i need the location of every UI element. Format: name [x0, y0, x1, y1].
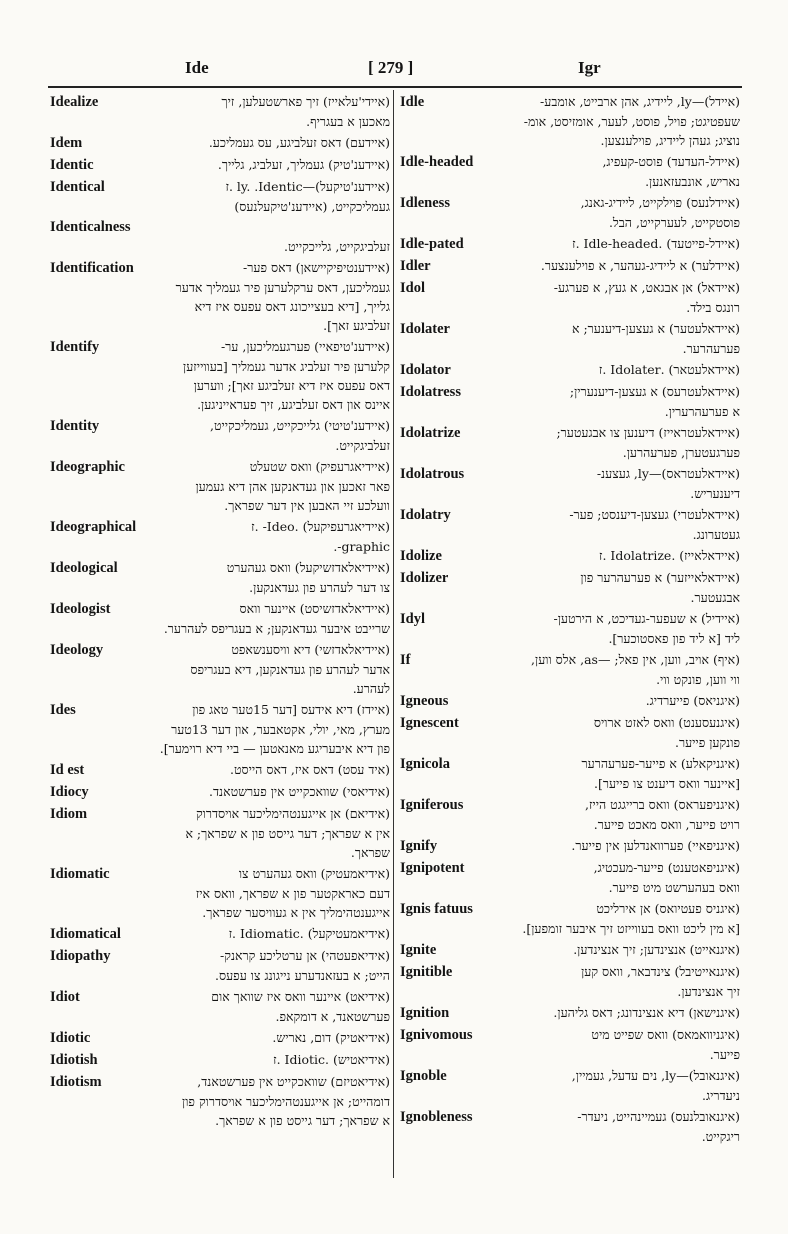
dictionary-entry [400, 754, 740, 793]
entry-continuation-line: דיענעריש. [690, 486, 740, 501]
entry-continuation-line: נוציג; געהן ליידיג, פוילענצען. [600, 133, 740, 148]
entry-definition: (איידל-פייטעד) .Idle-headed .ז [572, 236, 740, 251]
dictionary-entry [50, 258, 390, 335]
dictionary-entry [50, 599, 390, 638]
entry-first-line [50, 558, 390, 578]
entry-first-line [400, 609, 740, 629]
dictionary-entry [50, 987, 390, 1026]
entry-definition: (איידאלעטרי) געצען-דיענסט; פער- [569, 507, 740, 522]
entry-first-line [400, 650, 740, 670]
dictionary-entry [50, 946, 390, 985]
entry-continuation-line: הייט; א בעזאנדערע נייגונג צו עפעס. [215, 968, 390, 983]
dictionary-entry [50, 218, 390, 256]
entry-headword: Idleness [400, 195, 450, 211]
entry-first-line [50, 599, 390, 619]
dictionary-entry [50, 700, 390, 758]
entry-continuation-line: פונקען פייער. [674, 735, 740, 750]
dictionary-entry [50, 155, 390, 175]
entry-continuation-line: וועלכע זיי האבען אין דער שפראך. [224, 498, 390, 513]
entry-first-line [400, 360, 740, 380]
entry-continuation-line: פייער. [709, 1047, 740, 1062]
entry-first-line [400, 234, 740, 254]
entry-definition: (איידלנעס) פוילקייט, ליידיג-גאנג, [580, 195, 740, 210]
entry-headword: Idle [400, 94, 425, 110]
entry-headword: Idiotism [50, 1074, 102, 1090]
entry-definition: (איידאלעטראייז) דיענען צו אבגעטער; [556, 425, 740, 440]
entry-headword: Identity [50, 418, 100, 434]
entry-first-line [50, 640, 390, 660]
entry-continuation-line: פאר זאכען און געדאנקען אהן דיא געמען [195, 479, 390, 494]
entry-continuation-line: רונגס בילד. [686, 300, 740, 315]
entry-first-line [400, 546, 740, 566]
dictionary-entry [400, 940, 740, 960]
entry-definition: (איידיאלאדזשי) דיא וויסענשאפט [231, 642, 390, 657]
entry-continuation-line: איינס און דאס זעלביגע, זיך פעראייניגען. [197, 397, 390, 412]
entry-continuation-line: אייגענטהימליך אין א געוויסער שפראך. [202, 905, 390, 920]
entry-headword: Identicalness [50, 219, 131, 235]
dictionary-entry [400, 92, 740, 150]
entry-definition: (איידלער) א ליידיג-געהער, א פוילענצער. [540, 258, 740, 273]
dictionary-entry [50, 804, 390, 862]
entry-headword: Ignicola [400, 756, 450, 772]
entry-headword: Identical [50, 179, 105, 195]
entry-continuation-line: נאריש, אונבעזאנען. [645, 174, 740, 189]
entry-first-line [400, 423, 740, 443]
entry-definition: (איידאלעטער) א געצען-דיענער; א [571, 321, 740, 336]
entry-first-line [50, 177, 390, 197]
entry-continuation-line: זעלביגקייט, גלייכקייט. [284, 239, 390, 254]
entry-first-line [50, 1072, 390, 1092]
entry-first-line [50, 864, 390, 884]
entry-continuation-line: פערשטאנד, א דומקאפ. [275, 1009, 390, 1024]
entry-first-line [400, 278, 740, 298]
entry-headword: Idiopathy [50, 948, 111, 964]
entry-headword: Idiomatical [50, 926, 121, 942]
dictionary-entry [50, 1072, 390, 1130]
dictionary-entry [400, 1107, 740, 1146]
entry-definition: (אידיאם) אן אייגענטהימליכער אויסדרוק [195, 806, 390, 821]
entry-headword: Idiotic [50, 1030, 91, 1046]
entry-definition: (איגניפאיי) פערוואנדלען אין פייער. [571, 838, 740, 853]
entry-first-line [400, 713, 740, 733]
entry-first-line [400, 899, 740, 919]
entry-headword: Ignis fatuus [400, 901, 473, 917]
entry-first-line [400, 382, 740, 402]
entry-continuation-line: צו דער לעהרע פון געדאנקען. [249, 580, 390, 595]
entry-definition: (אידיאטיזם) שוואכקייט אין פערשטאנד, [197, 1074, 390, 1089]
dictionary-entry [400, 256, 740, 276]
entry-definition: (אידיאטיק) דום, נאריש. [272, 1030, 390, 1045]
entry-first-line [50, 416, 390, 436]
dictionary-entry [400, 1003, 740, 1023]
entry-first-line [50, 804, 390, 824]
dictionary-entry [400, 568, 740, 607]
entry-first-line [400, 568, 740, 588]
dictionary-entry [50, 133, 390, 153]
entry-continuation-line: פון דיא איבעריגע מאנאטען — ביי דיא רוימער]. [159, 741, 390, 756]
entry-continuation-line: א שפראך; דער גייסט פון א שפראך. [215, 1113, 390, 1128]
dictionary-entry [400, 836, 740, 856]
entry-first-line [400, 92, 740, 112]
entry-first-line [50, 1028, 390, 1048]
dictionary-entry [50, 1050, 390, 1070]
dictionary-entry [50, 92, 390, 131]
dictionary-entry [50, 337, 390, 414]
entry-first-line [400, 836, 740, 856]
entry-first-line [400, 319, 740, 339]
entry-first-line [400, 1003, 740, 1023]
dictionary-entry [400, 650, 740, 689]
dictionary-entry [400, 713, 740, 752]
entry-first-line [400, 464, 740, 484]
entry-headword: Ignivomous [400, 1027, 473, 1043]
entry-continuation-line: מאכען א בעגריף. [306, 114, 390, 129]
entry-definition: (איידאלעטאר) .Idolater .ז [598, 362, 740, 377]
dictionary-entry [50, 924, 390, 944]
entry-first-line [400, 505, 740, 525]
entry-first-line [50, 946, 390, 966]
entry-continuation-line: פוסטקייט, לעערקייט, הבל. [608, 215, 740, 230]
dictionary-entry [400, 505, 740, 544]
entry-headword: If [400, 652, 411, 668]
entry-definition: (אידיאטיש) .Idiotic .ז [273, 1052, 390, 1067]
entry-headword: Idolater [400, 321, 450, 337]
entry-headword: Ideographic [50, 459, 125, 475]
entry-first-line [50, 1050, 390, 1070]
entry-definition: (איידאלאייז) .Idolatrize .ז [598, 548, 740, 563]
dictionary-entry [50, 1028, 390, 1048]
entry-continuation-line: [א מין ליכט וואס בעווייזט זיך איבער זומפען]. [522, 921, 740, 936]
entry-first-line [400, 193, 740, 213]
dictionary-entry [50, 416, 390, 455]
entry-definition: (אידיאט) איינער וואס איז שוואך אום [211, 989, 390, 1004]
entry-definition: (אידיאפעטהי) אן ערטליכע קראנק- [220, 948, 390, 963]
entry-continuation-line: געמליכען, דאס ערקלערען פיר געמליך אדער [175, 280, 390, 295]
entry-continuation-line: רויט פייער, וואס מאכט פייער. [593, 817, 740, 832]
left-column [50, 92, 390, 1182]
dictionary-entry [400, 319, 740, 358]
entry-headword: Idolatrize [400, 425, 461, 441]
entry-headword: Idol [400, 280, 425, 296]
right-column [400, 92, 740, 1182]
entry-headword: Idolatry [400, 507, 451, 523]
entry-continuation-line: ליד [א ליד פון פאסטוכער]. [608, 631, 740, 646]
entry-headword: Ignipotent [400, 860, 465, 876]
entry-definition: (איידיאגרעפיקעל) .Ideo- .ז [251, 519, 390, 534]
dictionary-entry [400, 691, 740, 711]
entry-headword: Ideologist [50, 601, 111, 617]
entry-first-line [400, 962, 740, 982]
dictionary-entry [400, 464, 740, 503]
entry-continuation-line: וואס בעהערשט מיט פייער. [608, 880, 740, 895]
entry-continuation-line: דומהייט; אן אייגענטהימליכער אויסדרוק פון [182, 1094, 390, 1109]
dictionary-entry [400, 193, 740, 232]
entry-headword: Ignescent [400, 715, 459, 731]
entry-continuation-line: שרייבט איבער געדאנקען; א בעגריפס לעהרער. [163, 621, 390, 636]
entry-definition: (איידענ'טיפאיי) פערגעמליכען, ער- [220, 339, 390, 354]
dictionary-entry [50, 457, 390, 515]
entry-first-line [50, 92, 390, 112]
entry-headword: Ideological [50, 560, 118, 576]
entry-first-line [50, 155, 390, 175]
entry-definition: (איידי'עלאייז) זיך פארשטעלען, זיך [221, 94, 390, 109]
entry-headword: Idiom [50, 806, 88, 822]
entry-continuation-line: זיך אנצינדען. [677, 984, 740, 999]
entry-headword: Ideology [50, 642, 104, 658]
entry-continuation-line: קלערען פיר זעלביג אדער געמליך [בעווייזען [183, 359, 390, 374]
entry-headword: Identic [50, 157, 94, 173]
entry-headword: Id est [50, 762, 85, 778]
entry-headword: Ides [50, 702, 76, 718]
dictionary-entry [50, 640, 390, 698]
entry-headword: Ignite [400, 942, 437, 958]
entry-definition: (איידיל) א שעפער-געדיכט, א הירטען- [553, 611, 740, 626]
entry-definition: (איידאלעטרעס) א געצען-דיענערין; [569, 384, 740, 399]
entry-headword: Idler [400, 258, 431, 274]
entry-definition: (איגנאובלנעס) געמיינהייט, ניעדר- [577, 1109, 740, 1124]
entry-continuation-line: [איינער וואס דיענט צו פייער]. [593, 776, 740, 791]
entry-headword: Idolatress [400, 384, 461, 400]
entry-headword: Ignoble [400, 1068, 447, 1084]
entry-definition: (איידז) דיא אידעס [דער 15טער טאג פון [192, 702, 390, 717]
entry-first-line [50, 782, 390, 802]
entry-continuation-line: א פערעהרערין. [664, 404, 740, 419]
dictionary-entry [400, 234, 740, 254]
entry-headword: Idiot [50, 989, 80, 1005]
entry-continuation-line: געמליכקייט, (איידענ'טיקעלנעס) [234, 199, 390, 214]
entry-first-line [400, 754, 740, 774]
entry-first-line [50, 133, 390, 153]
entry-definition: (איד עסט) דאס איז, דאס הייסט. [229, 762, 390, 777]
entry-continuation-line: ניעדריג. [702, 1088, 740, 1103]
entry-headword: Idle-pated [400, 236, 464, 252]
entry-definition: (איגנאייט) אנצינדען; זיך אנצינדען. [573, 942, 740, 957]
entry-definition: (איף) אויב, ווען, אין פאל; —as, אלס ווען, [531, 652, 740, 667]
entry-continuation-line: אבגעטער. [690, 590, 740, 605]
entry-first-line [400, 1107, 740, 1127]
entry-definition: (איידענ'טיטי) גלייכקייט, געמליכקייט, [209, 418, 390, 433]
header-page-number: [ 279 ] [368, 58, 414, 77]
entry-first-line [50, 337, 390, 357]
dictionary-entry [400, 546, 740, 566]
entry-continuation-line: שעפטיגט; פויל, פוסט, לעער, אומזיסט, אומ- [523, 114, 740, 129]
entry-headword: Igneous [400, 693, 449, 709]
entry-first-line [400, 1025, 740, 1045]
dictionary-entry [50, 760, 390, 780]
entry-definition: (איידענ'טיק) געמליך, זעלביג, גלייך. [217, 157, 390, 172]
entry-first-line [50, 457, 390, 477]
entry-headword: Idolize [400, 548, 442, 564]
entry-headword: Ignify [400, 838, 438, 854]
entry-definition: (איגניוואמאס) וואס שפייט מיט [591, 1027, 740, 1042]
entry-headword: Idealize [50, 94, 99, 110]
dictionary-entry [400, 360, 740, 380]
entry-definition: (איידענ'טיקעל)—ly. .Identic .ז [225, 179, 390, 194]
entry-continuation-line: זעלביגקייט. [335, 438, 390, 453]
entry-definition: (איידיאגרעפיק) וואס שטעלט [249, 459, 390, 474]
entry-first-line [400, 858, 740, 878]
entry-continuation-line: פערעהרער. [682, 341, 740, 356]
entry-definition: (איגניס פעטיואס) אן אירליכט [596, 901, 740, 916]
entry-continuation-line: ריגקייט. [701, 1129, 740, 1144]
entry-definition: (איגניפעראס) וואס ברייגגט הייז, [584, 797, 740, 812]
entry-definition: (איגניפאטענט) פייער-מעכטיג, [593, 860, 740, 875]
entry-first-line [50, 700, 390, 720]
header-rule [48, 86, 742, 88]
entry-continuation-line: graphic-. [333, 539, 390, 554]
entry-continuation-line: גלייך, [דיא בעצייכונג דאס עפעס איז דיא [194, 299, 390, 314]
entry-headword: Idiotish [50, 1052, 98, 1068]
entry-headword: Ignition [400, 1005, 450, 1021]
entry-first-line [50, 987, 390, 1007]
entry-definition: (איידיאלאדזשיקעל) וואס געהערט [226, 560, 390, 575]
entry-first-line [400, 795, 740, 815]
entry-headword: Identify [50, 339, 100, 355]
entry-headword: Idem [50, 135, 83, 151]
entry-first-line [50, 924, 390, 944]
header-right-guide-word: Igr [578, 58, 601, 77]
entry-first-line [50, 517, 390, 537]
entry-headword: Ideographical [50, 519, 137, 535]
entry-definition: (איגניאס) פייערדיג. [645, 693, 740, 708]
entry-continuation-line: דעם כאראקטער פון א שפראך, וואס איז [195, 886, 390, 901]
dictionary-entry [400, 278, 740, 317]
entry-definition: (איגנעסענט) וואס לאזט ארויס [593, 715, 740, 730]
dictionary-entry [50, 517, 390, 556]
entry-headword: Idyl [400, 611, 425, 627]
header-left-guide-word: Ide [185, 58, 209, 77]
dictionary-entry [400, 609, 740, 648]
entry-continuation-line: דאס עפעס איז דיא זעלביגע זאך]; ווערען [193, 378, 390, 393]
entry-continuation-line: לעהרע. [352, 681, 390, 696]
dictionary-entry [50, 558, 390, 597]
entry-headword: Ignitible [400, 964, 453, 980]
dictionary-entry [400, 1066, 740, 1105]
dictionary-entry [400, 795, 740, 834]
entry-continuation-line: פערגעטערן, פערעהרען. [622, 445, 740, 460]
entry-first-line [400, 1066, 740, 1086]
dictionary-entry [50, 177, 390, 216]
dictionary-entry [400, 423, 740, 462]
entry-definition: (איידענטיפיקיישאן) דאס פער- [243, 260, 390, 275]
dictionary-entry [400, 858, 740, 897]
dictionary-entry [400, 382, 740, 421]
entry-definition: (איידאלאייזער) א פערעהרער פון [580, 570, 740, 585]
entry-definition: (אידיאמעטיק) וואס געהערט צו [238, 866, 390, 881]
entry-continuation-line: זעלביגע זאך]. [323, 318, 390, 333]
entry-first-line [400, 691, 740, 711]
dictionary-entry [50, 864, 390, 922]
entry-continuation-line: אדער לעהרע פון געדאנקען, דיא בעגריפס [190, 662, 390, 677]
dictionary-entry [400, 1025, 740, 1064]
entry-definition: (איגנאייטיבל) צינדבאר, וואס קען [581, 964, 740, 979]
dictionary-entry [400, 152, 740, 191]
entry-headword: Idolator [400, 362, 451, 378]
entry-continuation-line: אין א שפראך; דער גייסט פון א שפראך; א [185, 826, 390, 841]
dictionary-entry [400, 899, 740, 938]
entry-continuation-line: געטערונג. [692, 527, 740, 542]
entry-continuation-line: מערץ, מאי, יולי, אקטאבער, און דער 13טער [171, 722, 390, 737]
entry-first-line [50, 258, 390, 278]
column-divider [393, 90, 394, 1178]
entry-headword: Ignobleness [400, 1109, 473, 1125]
entry-definition: (איידל-העדעד) פוסט-קעפיג, [602, 154, 740, 169]
entry-headword: Idiomatic [50, 866, 110, 882]
entry-headword: Identification [50, 260, 134, 276]
entry-definition: (איגנישאן) דיא אנצינדונג; דאס גליהען. [553, 1005, 740, 1020]
entry-first-line [400, 256, 740, 276]
entry-definition: (איגנאובל)—ly, נים עדעל, געמיין, [571, 1068, 740, 1083]
entry-headword: Idolizer [400, 570, 449, 586]
entry-definition: (אידיאסי) שוואכקייט אין פערשטאנד. [209, 784, 390, 799]
entry-definition: (איידיאלאדזשיסט) איינער וואס [239, 601, 390, 616]
entry-definition: (איידל)—ly, ליידיג, אהן ארבייט, אומבע- [540, 94, 740, 109]
entry-definition: (אידיאמעטיקעל) .Idiomatic .ז [228, 926, 390, 941]
entry-definition: (איגניקאלע) א פייער-פערעהרער [581, 756, 740, 771]
entry-headword: Igniferous [400, 797, 464, 813]
entry-definition: (איידאלעטראס)—ly, געצענ- [596, 466, 740, 481]
entry-continuation-line: ווי ווען, פונקט ווי. [656, 672, 740, 687]
entry-headword: Idle-headed [400, 154, 474, 170]
dictionary-entry [400, 962, 740, 1001]
entry-definition: (איידאל) אן אבגאט, א געץ, א פערגע- [553, 280, 740, 295]
entry-first-line [400, 152, 740, 172]
entry-first-line [50, 218, 390, 237]
entry-headword: Idolatrous [400, 466, 465, 482]
entry-headword: Idiocy [50, 784, 89, 800]
entry-definition: (איידעם) דאס זעלביגע, עס געמליכע. [208, 135, 390, 150]
entry-first-line [50, 760, 390, 780]
entry-first-line [400, 940, 740, 960]
dictionary-entry [50, 782, 390, 802]
entry-continuation-line: שפראך. [350, 845, 390, 860]
page-header [50, 58, 740, 82]
